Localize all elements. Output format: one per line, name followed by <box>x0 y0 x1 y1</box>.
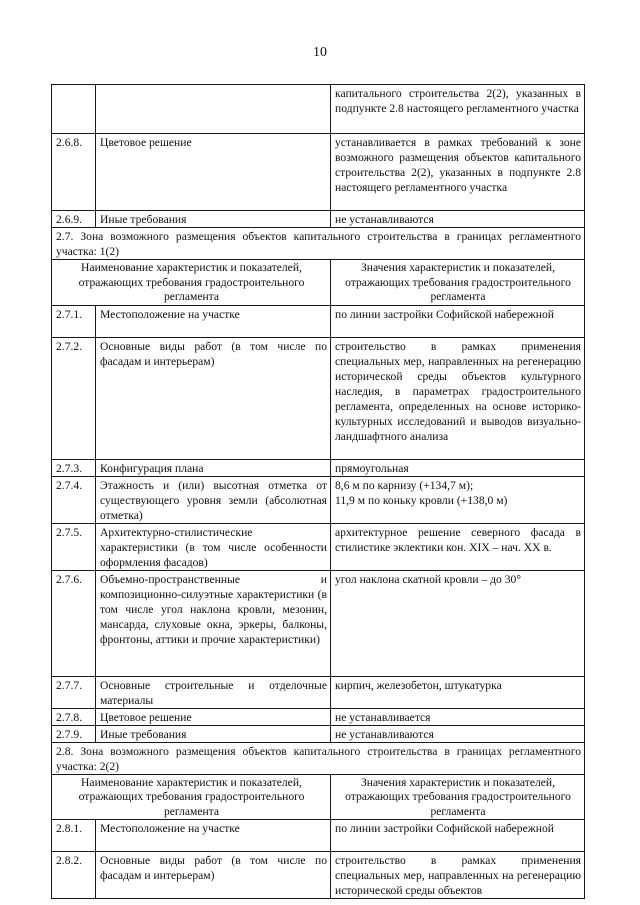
row-value: не устанавливаются <box>331 211 585 228</box>
row-number <box>52 85 96 134</box>
row-name: Объемно-пространственные и композиционно-силуэтные характеристики (в том числе угол наклона кровли, мезонин, мансарда, слуховые окна, эркеры, балконы, фронтоны, аттики и прочие характеристики) <box>96 570 331 676</box>
table-row <box>52 708 585 725</box>
row-number: 2.7.8. <box>52 708 96 725</box>
page-number: 10 <box>313 45 327 60</box>
row-number: 2.7.4. <box>52 476 96 523</box>
table-row <box>52 570 585 676</box>
row-name <box>96 85 331 134</box>
regulation-table <box>51 84 585 899</box>
row-name: Основные строительные и отделочные материалы <box>96 676 331 708</box>
column-header-value: Значения характеристик и показателей, отражающих требования градостроительного регламента <box>331 260 585 306</box>
row-value: угол наклона скатной кровли – до 30° <box>331 570 585 676</box>
table-row <box>52 134 585 211</box>
row-name: Основные виды работ (в том числе по фасадам и интерьерам) <box>96 337 331 459</box>
row-value: по линии застройки Софийской набережной <box>331 305 585 337</box>
row-value: строительство в рамках применения специальных мер, направленных на регенерацию исторической среды объектов <box>331 852 585 899</box>
row-value: не устанавливаются <box>331 725 585 742</box>
table-row <box>52 211 585 228</box>
table-row <box>52 523 585 570</box>
zone-title: 2.7. Зона возможного размещения объектов капитального строительства в границах регламентного участка: 1(2) <box>52 228 585 260</box>
row-number: 2.8.1. <box>52 820 96 852</box>
row-name: Местоположение на участке <box>96 305 331 337</box>
row-name: Иные требования <box>96 211 331 228</box>
row-name: Цветовое решение <box>96 134 331 211</box>
table-row <box>52 337 585 459</box>
zone-heading-row <box>52 228 585 260</box>
table-row <box>52 476 585 523</box>
row-value: архитектурное решение северного фасада в стилистике эклектики кон. XIX – нач. XX в. <box>331 523 585 570</box>
row-value: по линии застройки Софийской набережной <box>331 820 585 852</box>
row-number: 2.7.7. <box>52 676 96 708</box>
row-name: Цветовое решение <box>96 708 331 725</box>
row-name: Местоположение на участке <box>96 820 331 852</box>
table-header-row <box>52 260 585 306</box>
row-number: 2.8.2. <box>52 852 96 899</box>
row-value <box>331 476 585 523</box>
column-header-value: Значения характеристик и показателей, отражающих требования градостроительного регламента <box>331 774 585 820</box>
row-value: строительство в рамках применения специальных мер, направленных на регенерацию исторической среды объектов культурного наследия, в параметрах градостроительного регламента, определенных на основе историко-культурных исследований и выводов визуально-ландшафтного анализа <box>331 337 585 459</box>
row-number: 2.7.1. <box>52 305 96 337</box>
column-header-name: Наименование характеристик и показателей, отражающих требования градостроительного регламента <box>52 774 331 820</box>
row-number: 2.6.8. <box>52 134 96 211</box>
table-row <box>52 305 585 337</box>
row-value: капитального строительства 2(2), указанных в подпункте 2.8 настоящего регламентного участка <box>331 85 585 134</box>
row-name: Конфигурация плана <box>96 459 331 476</box>
table-row <box>52 852 585 899</box>
table-header-row <box>52 774 585 820</box>
zone-heading-row <box>52 742 585 774</box>
row-number: 2.6.9. <box>52 211 96 228</box>
row-name: Иные требования <box>96 725 331 742</box>
row-value-line: 11,9 м по коньку кровли (+138,0 м) <box>335 493 508 507</box>
row-value: кирпич, железобетон, штукатурка <box>331 676 585 708</box>
table-row <box>52 676 585 708</box>
row-value: не устанавливается <box>331 708 585 725</box>
row-number: 2.7.2. <box>52 337 96 459</box>
table-row <box>52 459 585 476</box>
table-row <box>52 725 585 742</box>
row-value: прямоугольная <box>331 459 585 476</box>
column-header-name: Наименование характеристик и показателей, отражающих требования градостроительного регламента <box>52 260 331 306</box>
row-name: Основные виды работ (в том числе по фасадам и интерьерам) <box>96 852 331 899</box>
row-number: 2.7.5. <box>52 523 96 570</box>
table-row <box>52 820 585 852</box>
row-value-line: 8,6 м по карнизу (+134,7 м); <box>335 478 474 492</box>
row-name: Архитектурно-стилистические характеристики (в том числе особенности оформления фасадов) <box>96 523 331 570</box>
row-number: 2.7.6. <box>52 570 96 676</box>
row-number: 2.7.3. <box>52 459 96 476</box>
row-name: Этажность и (или) высотная отметка от существующего уровня земли (абсолютная отметка) <box>96 476 331 523</box>
row-value: устанавливается в рамках требований к зоне возможного размещения объектов капитального строительства 2(2), указанных в подпункте 2.8 настоящего регламентного участка <box>331 134 585 211</box>
row-number: 2.7.9. <box>52 725 96 742</box>
table-row <box>52 85 585 134</box>
zone-title: 2.8. Зона возможного размещения объектов капитального строительства в границах регламентного участка: 2(2) <box>52 742 585 774</box>
